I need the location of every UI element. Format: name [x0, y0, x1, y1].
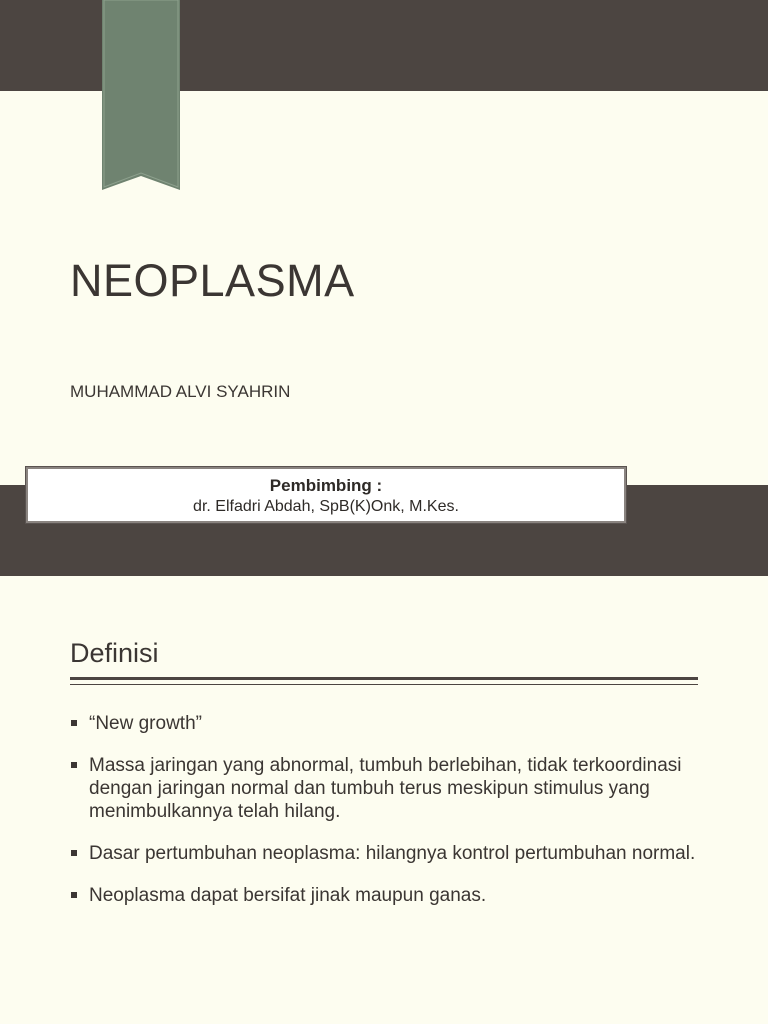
definition-title: Definisi	[70, 638, 159, 668]
square-bullet-icon	[71, 762, 77, 768]
advisor-label: Pembimbing :	[269, 476, 383, 495]
advisor-box	[26, 467, 626, 523]
slide-title: NEOPLASMA	[70, 255, 355, 306]
square-bullet-icon	[71, 892, 77, 898]
square-bullet-icon	[71, 850, 77, 856]
list-item	[70, 842, 700, 865]
list-item	[70, 754, 700, 823]
bullet-list	[70, 712, 700, 926]
title-divider-thick	[70, 677, 698, 680]
list-item-text: Neoplasma dapat bersifat jinak maupun ganas.	[89, 885, 487, 906]
list-item-text: “New growth”	[89, 713, 202, 734]
title-divider-thin	[70, 684, 698, 685]
author-name: MUHAMMAD ALVI SYAHRIN	[70, 382, 291, 401]
list-item-text: Dasar pertumbuhan neoplasma: hilangnya kontrol pertumbuhan normal.	[89, 843, 696, 864]
list-item-text: Massa jaringan yang abnormal, tumbuh berlebihan, tidak terkoordinasi dengan jaringan normal dan tumbuh terus meskipun stimulus yang menimbulkannya telah hilang.	[89, 755, 682, 822]
list-item	[70, 712, 700, 735]
bookmark-ribbon	[102, 0, 180, 190]
advisor-name: dr. Elfadri Abdah, SpB(K)Onk, M.Kes.	[193, 498, 459, 515]
list-item	[70, 884, 700, 907]
square-bullet-icon	[71, 720, 77, 726]
